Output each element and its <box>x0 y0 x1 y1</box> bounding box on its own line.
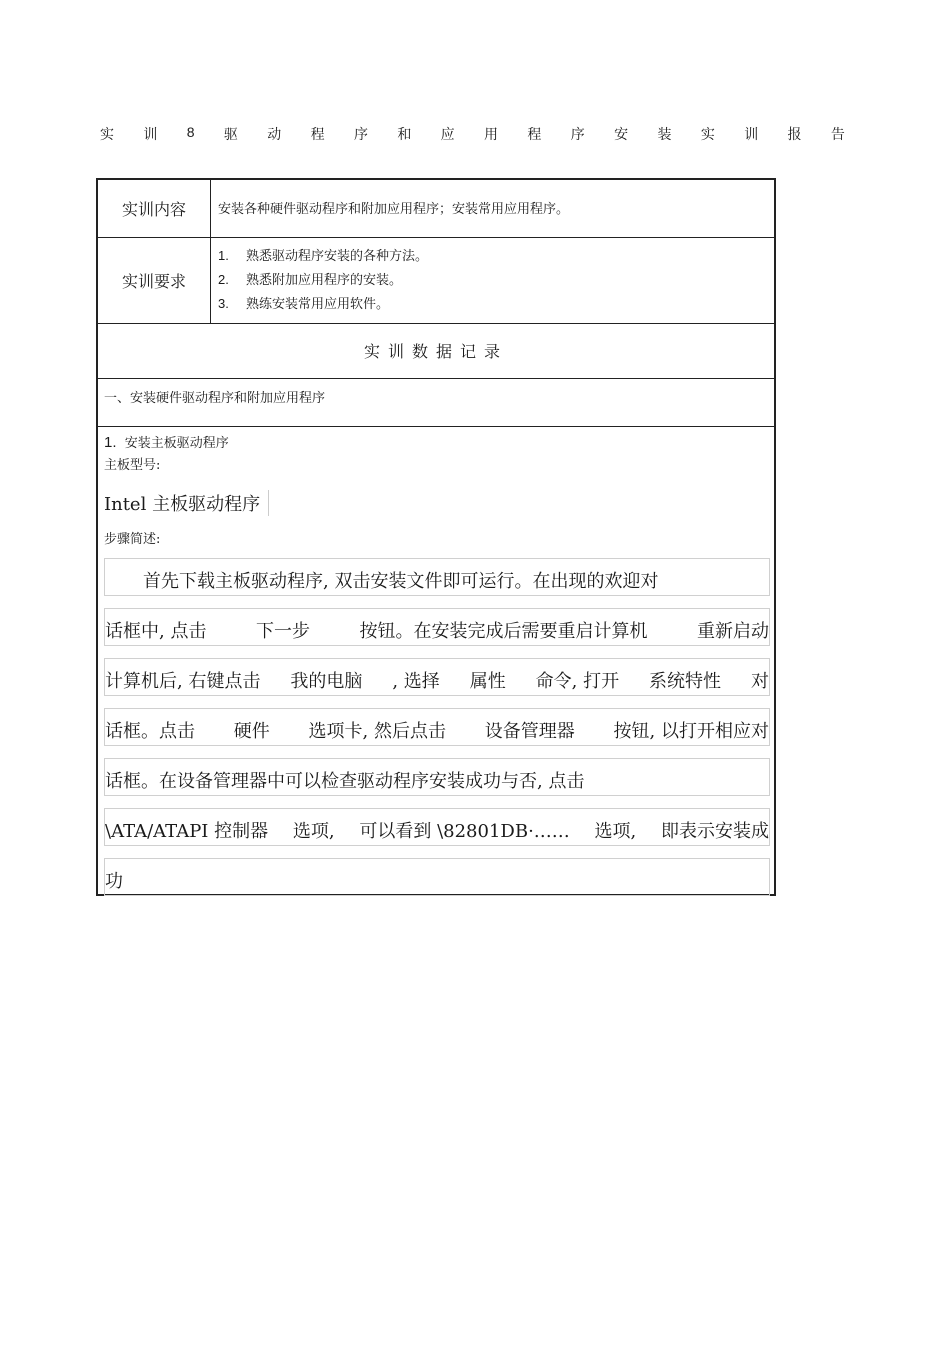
steps-segment: 重新启动 <box>697 621 769 642</box>
steps-segment: 命令, 打开 <box>535 671 620 692</box>
title-char: 序 <box>570 127 585 143</box>
steps-line <box>104 608 770 646</box>
requirement-item: 1. 熟悉驱动程序安装的各种方法。 <box>218 248 429 264</box>
title-char: 程 <box>310 127 325 143</box>
title-char: 序 <box>353 127 368 143</box>
requirements-label: 实训要求 <box>98 237 211 323</box>
steps-line <box>104 808 770 846</box>
title-char: 实 <box>700 127 715 143</box>
title-char: 驱 <box>223 127 238 143</box>
section1-title: 一、安装硬件驱动程序和附加应用程序 <box>104 391 326 406</box>
steps-segment: 对 <box>750 671 769 692</box>
steps-segment: 按钮, 以打开相应对 <box>613 721 769 742</box>
steps-segment: 硬件 <box>233 721 270 742</box>
report-table <box>96 178 776 896</box>
steps-segment: 按钮。在安装完成后需要重启计算机 <box>359 621 648 642</box>
requirement-item: 2. 熟悉附加应用程序的安装。 <box>218 272 403 288</box>
document-title <box>100 124 845 144</box>
title-char: 训 <box>744 127 759 143</box>
steps-segment: 话框。在设备管理器中可以检查驱动程序安装成功与否, 点击 <box>105 771 585 792</box>
steps-segment: 选项卡, 然后点击 <box>308 721 446 742</box>
steps-segment: 话框。点击 <box>105 721 195 742</box>
steps-line <box>104 708 770 746</box>
steps-segment: 选项, <box>594 821 637 842</box>
steps-line <box>104 558 770 596</box>
title-char: 报 <box>787 127 802 143</box>
title-char: 实 <box>100 127 114 143</box>
title-char: 8 <box>186 124 195 140</box>
content-row <box>98 180 774 238</box>
item1-heading: 1. 安装主板驱动程序 <box>104 434 229 451</box>
steps-segment: 功 <box>105 871 123 892</box>
steps-segment: 系统特性 <box>649 671 722 692</box>
title-char: 装 <box>657 127 672 143</box>
steps-segment: 选项, <box>292 821 335 842</box>
title-char: 用 <box>484 127 499 143</box>
steps-segment: 即表示安装成 <box>661 821 769 842</box>
steps-segment: , 选择 <box>392 671 440 692</box>
steps-segment: 计算机后, 右键点击 <box>105 671 261 692</box>
requirement-item: 3. 熟练安装常用应用软件。 <box>218 296 390 312</box>
steps-line <box>104 758 770 796</box>
content-label: 实训内容 <box>98 180 211 237</box>
content-text: 安装各种硬件驱动程序和附加应用程序；安装常用应用程序。 <box>218 202 570 217</box>
record-body <box>98 426 774 894</box>
section1-row <box>98 378 774 427</box>
record-title: 实训数据记录 <box>363 342 508 361</box>
steps-segment: 首先下载主板驱动程序, 双击安装文件即可运行。在出现的欢迎对 <box>143 571 659 592</box>
steps-segment: 属性 <box>469 671 506 692</box>
steps-segment: 设备管理器 <box>484 721 575 742</box>
title-char: 和 <box>397 127 412 143</box>
board-model-label: 主板型号: <box>104 458 161 473</box>
steps-segment: \ATA/ATAPI 控制器 <box>105 821 269 842</box>
steps-segment: 话框中, 点击 <box>105 621 207 642</box>
board-model-value: Intel 主板驱动程序 <box>104 490 269 516</box>
title-char: 告 <box>830 127 845 143</box>
steps-segment: 我的电脑 <box>290 671 363 692</box>
record-header-row <box>98 323 774 379</box>
steps-segment: 下一步 <box>255 621 310 642</box>
steps-line <box>104 858 770 896</box>
title-char: 安 <box>614 127 629 143</box>
steps-label: 步骤简述: <box>104 532 161 547</box>
title-char: 程 <box>527 127 542 143</box>
requirements-row <box>98 237 774 324</box>
title-char: 应 <box>440 127 455 143</box>
title-char: 动 <box>267 127 282 143</box>
title-char: 训 <box>143 127 158 143</box>
steps-segment: 可以看到 \82801DB·…… <box>359 821 570 842</box>
steps-line <box>104 658 770 696</box>
